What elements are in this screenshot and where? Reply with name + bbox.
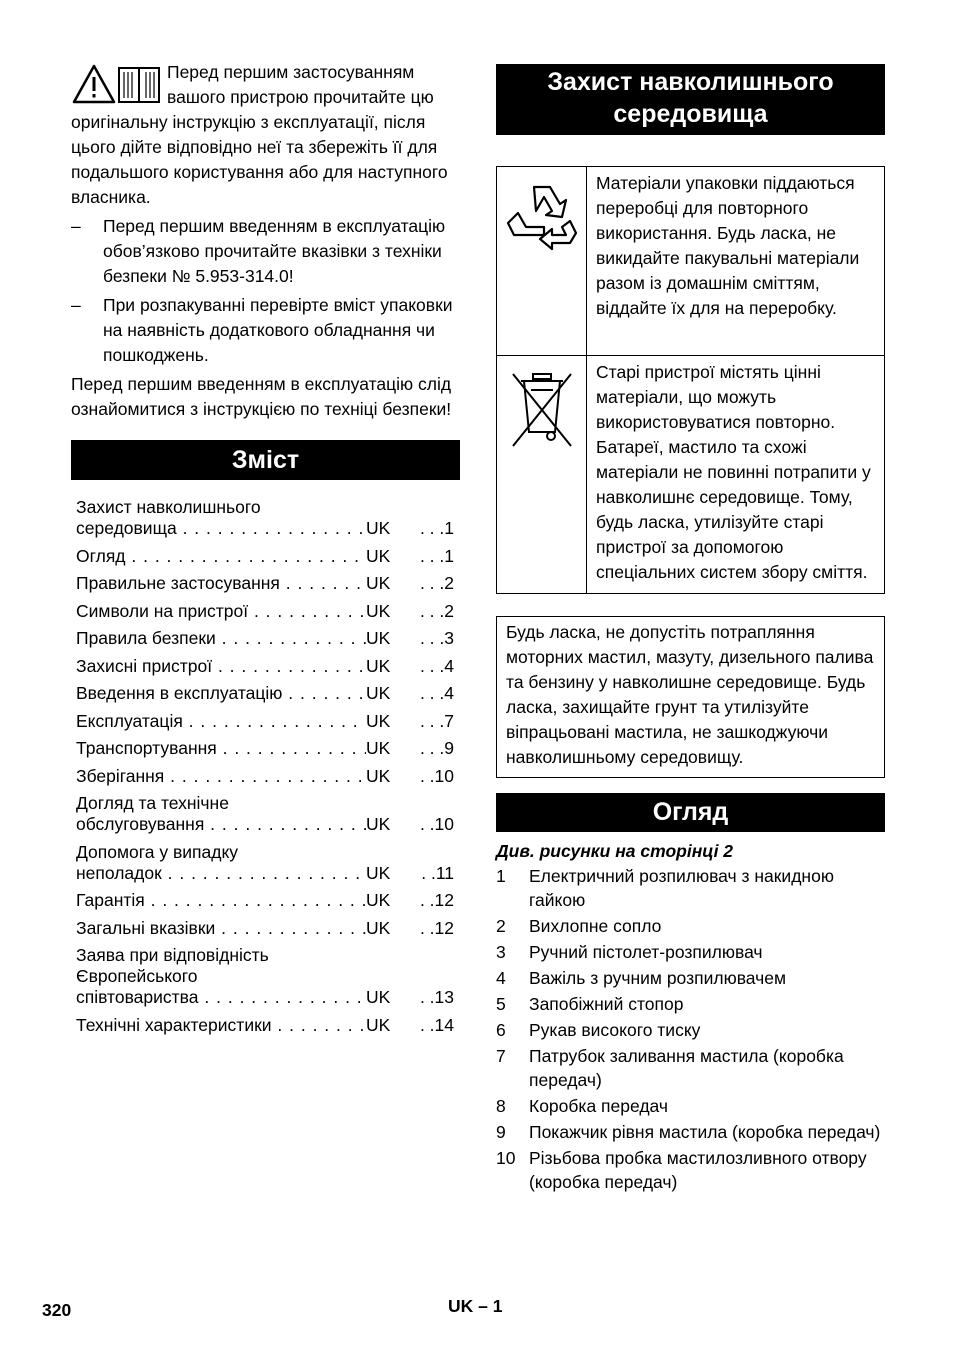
toc-entry-page: . . .9 (419, 738, 454, 758)
toc-entry-page: . . .1 (419, 545, 454, 566)
toc-entry-title: Введення в експлуатацію . . . (76, 683, 366, 704)
toc-entry-title: Допомога у випадку неполадок . . . (76, 842, 366, 884)
toc-entry-lang: UK (366, 545, 391, 566)
toc-entry-title: Символи на пристрої . . . (76, 601, 366, 622)
toc-entry-page: . .11 (421, 862, 454, 883)
item-number: 10 (496, 1148, 516, 1168)
toc-entry-lang: UK (366, 987, 391, 1007)
toc-entry-lang: UK (366, 1014, 391, 1035)
toc-entry-lang: UK (366, 518, 391, 538)
list-item (496, 940, 885, 964)
toc-entry-title: Правильне застосування . . . (76, 573, 366, 594)
toc-entry-lang: UK (366, 683, 391, 703)
item-number: 5 (496, 994, 506, 1014)
toc-entry-page: . . .4 (419, 683, 454, 703)
toc-entry[interactable] (76, 601, 460, 622)
toc-entry-page: . .12 (419, 890, 454, 910)
toc-entry-page: . . .7 (419, 710, 454, 731)
list-item (496, 966, 885, 990)
item-text: Важіль з ручним розпилювачем (529, 968, 787, 988)
right-column (496, 64, 885, 1196)
toc-entry-title: Гарантія . . . (76, 890, 366, 911)
toc-entry-title: Транспортування . . . (76, 738, 366, 759)
toc-entry-lang: UK (366, 862, 391, 883)
warning-triangle-icon (71, 62, 163, 106)
toc-entry-page: . . .4 (419, 655, 454, 676)
overview-list (496, 864, 885, 1194)
toc-entry[interactable] (76, 738, 460, 759)
item-number: 2 (496, 916, 506, 936)
toc-entry-lang: UK (366, 890, 391, 910)
toc-entry-lang: UK (366, 765, 391, 786)
item-number: 9 (496, 1122, 506, 1142)
item-text: Покажчик рівня мастила (коробка передач) (529, 1122, 881, 1142)
toc-entry-page: . .10 (419, 814, 454, 834)
toc-entry-title: Технічні характеристики . . . (76, 1015, 366, 1036)
toc-entry-lang: UK (366, 814, 391, 834)
item-number: 8 (496, 1096, 506, 1116)
page-number: 320 (42, 1300, 72, 1320)
toc-entry[interactable] (76, 918, 460, 939)
item-text: Коробка передач (529, 1096, 669, 1116)
toc-entry-page: . . .2 (419, 600, 454, 621)
toc-entry-title: Догляд та технічне обслуговування . . . (76, 793, 366, 835)
toc-entry[interactable] (76, 793, 460, 835)
list-item (496, 864, 885, 912)
item-text: Патрубок заливання мастила (коробка передач) (529, 1046, 844, 1090)
toc-entry-page: . .14 (419, 1014, 454, 1035)
footer-label: UK – 1 (448, 1296, 503, 1316)
environment-table (496, 166, 885, 594)
toc-entry-page: . .13 (419, 987, 454, 1007)
toc-entry[interactable] (76, 628, 460, 649)
toc-entry-title: Огляд . . . (76, 546, 366, 567)
item-number: 3 (496, 942, 506, 962)
toc-entry-title: Зберігання . . . (76, 766, 366, 787)
toc-entry-title: Правила безпеки . . . (76, 628, 366, 649)
toc-entry[interactable] (76, 842, 460, 884)
item-number: 1 (496, 866, 506, 886)
item-text: Вихлопне сопло (529, 916, 662, 936)
list-item: – Перед першим введенням в експлуатацію обов’язково прочитайте вказівки з техніки безпеки № 5.953-314.0! (71, 216, 446, 286)
intro-bullets (71, 214, 460, 368)
toc-entry-title: Загальні вказівки . . . (76, 918, 366, 939)
table-of-contents (71, 497, 460, 1036)
toc-entry[interactable] (76, 683, 460, 704)
overview-heading: Огляд (496, 793, 885, 832)
toc-entry-lang: UK (366, 600, 391, 621)
crossed-bin-icon (509, 370, 575, 450)
list-item (496, 992, 885, 1016)
packaging-text: Матеріали упаковки піддаються переробці для повторного використання. Будь ласка, не викидайте пакувальні матеріали разом із домашнім сміттям, віддайте їх для на переробку. (596, 173, 860, 318)
intro-icons (71, 62, 163, 108)
list-item (496, 914, 885, 938)
table-row (497, 355, 884, 593)
item-number: 4 (496, 968, 506, 988)
toc-entry-page: . . .2 (419, 573, 454, 593)
table-row (497, 167, 884, 355)
intro-note: Перед першим введенням в експлуатацію слід ознайомитися з інструкцією по техніці безпеки! (71, 374, 452, 419)
toc-entry-title: Заява при відповідність Європейського співтовариства . . . (76, 945, 366, 1008)
figure-reference: Див. рисунки на сторінці 2 (496, 841, 734, 861)
toc-entry-page: . . .1 (419, 518, 454, 538)
intro-section (71, 60, 460, 422)
left-column (71, 60, 460, 1042)
toc-entry[interactable] (76, 711, 460, 732)
list-item (496, 1018, 885, 1042)
list-item: – При розпакуванні перевірте вміст упаковки на наявність додаткового обладнання чи пошкоджень. (71, 295, 453, 365)
toc-entry-title: Експлуатація . . . (76, 711, 366, 732)
list-item (496, 1044, 885, 1092)
toc-entry[interactable] (76, 890, 460, 911)
list-item (496, 1120, 885, 1144)
old-devices-text: Старі пристрої містять цінні матеріали, що можуть використовуватися повторно. Батареї, мастило та схожі матеріали не повинні потрапити у навколишнє середовище. Тому, будь ласка, утилізуйте старі пристрої за допомогою спеціальних систем збору сміття. (596, 362, 871, 582)
toc-entry-lang: UK (366, 917, 391, 938)
item-text: Електричний розпилювач з накидною гайкою (529, 866, 834, 910)
oil-warning-box: Будь ласка, не допустіть потрапляння моторних мастил, мазуту, дизельного палива та бензину у навколишне середовище. Будь ласка, захищайте грунт та утилізуйте віпрацьовані мастила, не зашкоджуючи навколишньому середовищу. (496, 616, 885, 778)
item-number: 7 (496, 1046, 506, 1066)
toc-entry-lang: UK (366, 573, 391, 593)
list-item (496, 1094, 885, 1118)
toc-entry[interactable] (76, 656, 460, 677)
intro-text: Перед першим застосуванням вашого пристрою прочитайте цю оригінальну інструкцію з експлуатації, після цього дійте відповідно неї та збережіть її для подальшого користування або для наступного власника. (71, 62, 448, 207)
list-item (496, 1146, 885, 1194)
toc-entry-page: . .10 (419, 765, 454, 786)
item-text: Запобіжний стопор (529, 994, 684, 1014)
toc-entry-lang: UK (366, 738, 391, 758)
item-number: 6 (496, 1020, 506, 1040)
toc-entry[interactable] (76, 1015, 460, 1036)
toc-entry[interactable] (76, 546, 460, 567)
toc-entry-page: . .12 (419, 917, 454, 938)
toc-entry-title: Захисні пристрої . . . (76, 656, 366, 677)
manual-book-icon (119, 68, 159, 102)
recycling-icon (504, 177, 580, 253)
toc-entry-page: . . .3 (419, 628, 454, 648)
item-text: Рукав високого тиску (529, 1020, 701, 1040)
environment-heading: Захист навколишнього середовища (496, 64, 885, 135)
toc-entry-title: Захист навколишнього середовища . . . (76, 497, 366, 539)
toc-entry[interactable] (76, 497, 460, 539)
toc-entry[interactable] (76, 573, 460, 594)
toc-entry[interactable] (76, 766, 460, 787)
toc-entry-lang: UK (366, 628, 391, 648)
item-text: Різьбова пробка мастилозливного отвору (коробка передач) (529, 1148, 867, 1192)
item-text: Ручний пістолет-розпилювач (529, 942, 763, 962)
toc-entry[interactable] (76, 945, 460, 1008)
toc-heading: Зміст (71, 440, 460, 480)
toc-entry-lang: UK (366, 655, 391, 676)
toc-entry-lang: UK (366, 710, 391, 731)
